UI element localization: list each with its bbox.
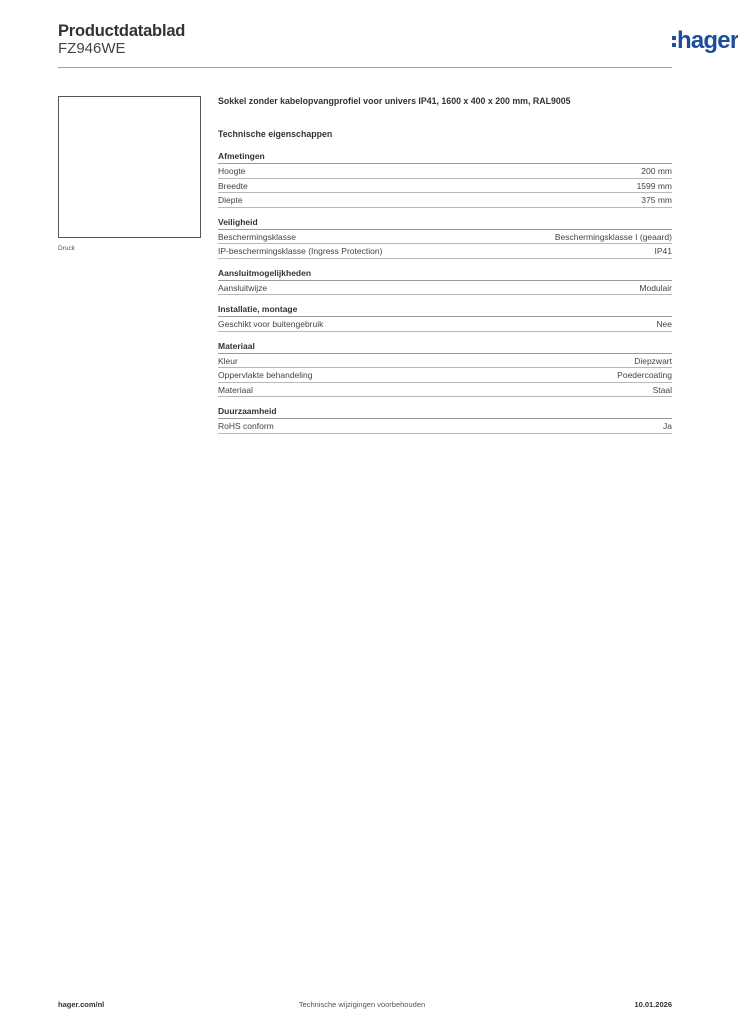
spec-value: Staal [652,384,672,395]
spec-group [218,151,672,208]
spec-group [218,304,672,332]
spec-value: Nee [656,319,672,329]
product-image-placeholder [58,96,201,238]
spec-group [218,406,672,434]
spec-label: RoHS conform [218,421,274,431]
spec-label: Beschermingsklasse [218,231,296,242]
product-description: Sokkel zonder kabelopvangprofiel voor univers IP41, 1600 x 400 x 200 mm, RAL9005 [218,96,571,106]
spec-row [218,244,672,259]
spec-value: Diepzwart [634,355,672,366]
spec-group-title: Aansluitmogelijkheden [218,268,672,281]
spec-label: Hoogte [218,166,246,176]
spec-value: 200 mm [641,166,672,176]
spec-label: Geschikt voor buitengebruik [218,319,324,329]
spec-label: Breedte [218,180,248,191]
footer-date: 10.01.2026 [634,1000,672,1009]
spec-label: Oppervlakte behandeling [218,370,313,380]
spec-value: IP41 [654,246,672,256]
image-caption: Druck [58,245,75,252]
spec-value: Beschermingsklasse I (geaard) [554,231,672,242]
spec-group [218,217,672,259]
spec-group [218,268,672,296]
spec-group-title: Veiligheid [218,217,672,230]
spec-row [218,281,672,296]
spec-value: Poedercoating [617,370,672,380]
spec-group [218,341,672,398]
page-title: Productdatablad [58,22,186,40]
spec-group-title: Duurzaamheid [218,406,672,419]
logo-text: hager [677,27,738,54]
spec-value: Ja [663,421,672,431]
spec-row [218,193,672,208]
spec-group-title: Afmetingen [218,151,672,164]
specifications-panel [218,96,672,443]
spec-group-title: Materiaal [218,341,672,354]
spec-row [218,230,672,245]
spec-value: Modulair [639,282,672,293]
logo-dots-icon [672,36,676,50]
spec-label: Aansluitwijze [218,282,268,293]
spec-groups [218,151,672,434]
spec-label: Diepte [218,195,243,205]
spec-row [218,368,672,383]
spec-value: 375 mm [641,195,672,205]
product-code: FZ946WE [58,40,126,57]
spec-row [218,419,672,434]
spec-group-title: Installatie, montage [218,304,672,317]
header-divider [58,67,672,68]
spec-value: 1599 mm [636,180,672,191]
spec-row [218,179,672,194]
spec-label: Kleur [218,355,238,366]
footer-disclaimer: Technische wijzigingen voorbehouden [298,1000,426,1009]
spec-row [218,317,672,332]
spec-label: Materiaal [218,384,253,395]
section-title: Technische eigenschappen [218,129,333,139]
spec-row [218,164,672,179]
footer-website-link[interactable]: hager.com/nl [58,1000,105,1009]
spec-label: IP-beschermingsklasse (Ingress Protection) [218,246,383,256]
spec-row [218,383,672,398]
spec-row [218,354,672,369]
